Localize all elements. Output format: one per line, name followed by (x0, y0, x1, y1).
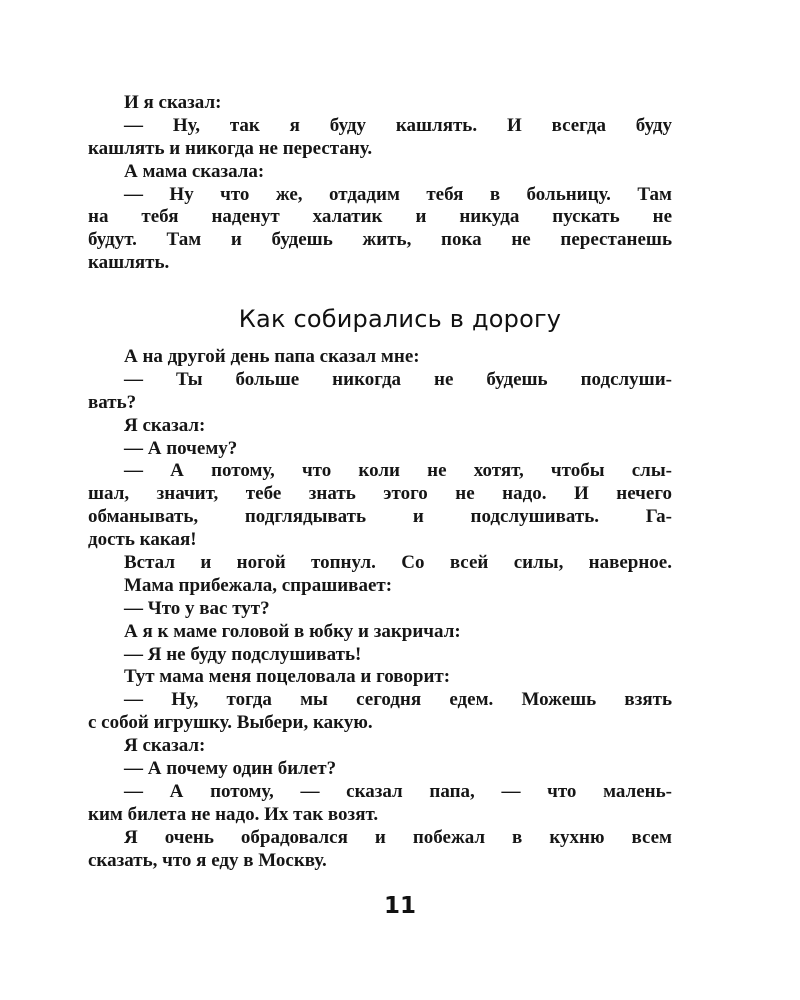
text-line: — А потому, — сказал папа, — что малень- (124, 780, 672, 802)
text-line: кашлять. (88, 252, 170, 274)
text-line: вать? (88, 391, 137, 413)
text-line: Тут мама меня поцеловала и говорит: (124, 666, 451, 688)
text-line: — Ну, так я буду кашлять. И всегда буду (124, 114, 672, 136)
top-text-block (88, 92, 672, 275)
chapter-heading: Как собирались в дорогу (238, 305, 562, 333)
text-line: обманывать, подглядывать и подслушивать. Га- (88, 506, 672, 528)
text-line: Встал и ногой топнул. Со всей силы, наверное. (124, 552, 672, 574)
text-line: — Я не буду подслушивать! (124, 643, 362, 665)
text-line: дость какая! (88, 529, 197, 551)
text-line: ким билета не надо. Их так возят. (88, 803, 379, 825)
text-line: — А почему? (124, 437, 238, 459)
text-line: шал, значит, тебе знать этого не надо. И нечего (88, 483, 672, 505)
text-line: Мама прибежала, спрашивает: (124, 574, 393, 596)
text-line: Я сказал: (124, 414, 206, 436)
text-line: А я к маме головой в юбку и закричал: (124, 620, 461, 642)
text-line: с собой игрушку. Выбери, какую. (88, 712, 373, 734)
text-line: — Ну что же, отдадим тебя в больницу. Там (124, 183, 672, 205)
text-line: будут. Там и будешь жить, пока не перестанешь (88, 229, 672, 251)
text-line: на тебя наденут халатик и никуда пускать не (88, 206, 672, 228)
text-line: А мама сказала: (124, 160, 265, 182)
text-line: И я сказал: (124, 92, 222, 113)
text-line: — А потому, что коли не хотят, чтобы слы- (124, 460, 672, 482)
text-line: — Что у вас тут? (124, 597, 270, 619)
text-line: Я очень обрадовался и побежал в кухню всем (124, 826, 672, 848)
text-line: кашлять и никогда не перестану. (88, 137, 373, 159)
text-line: А на другой день папа сказал мне: (124, 346, 420, 367)
text-line: Я сказал: (124, 735, 206, 757)
text-line: — Ты больше никогда не будешь подслуши- (124, 368, 672, 390)
bottom-text-block (88, 346, 672, 872)
text-line: — Ну, тогда мы сегодня едем. Можешь взять (124, 689, 672, 711)
text-line: сказать, что я еду в Москву. (88, 849, 327, 871)
page-number: 11 (383, 893, 416, 919)
text-line: — А почему один билет? (124, 758, 337, 780)
